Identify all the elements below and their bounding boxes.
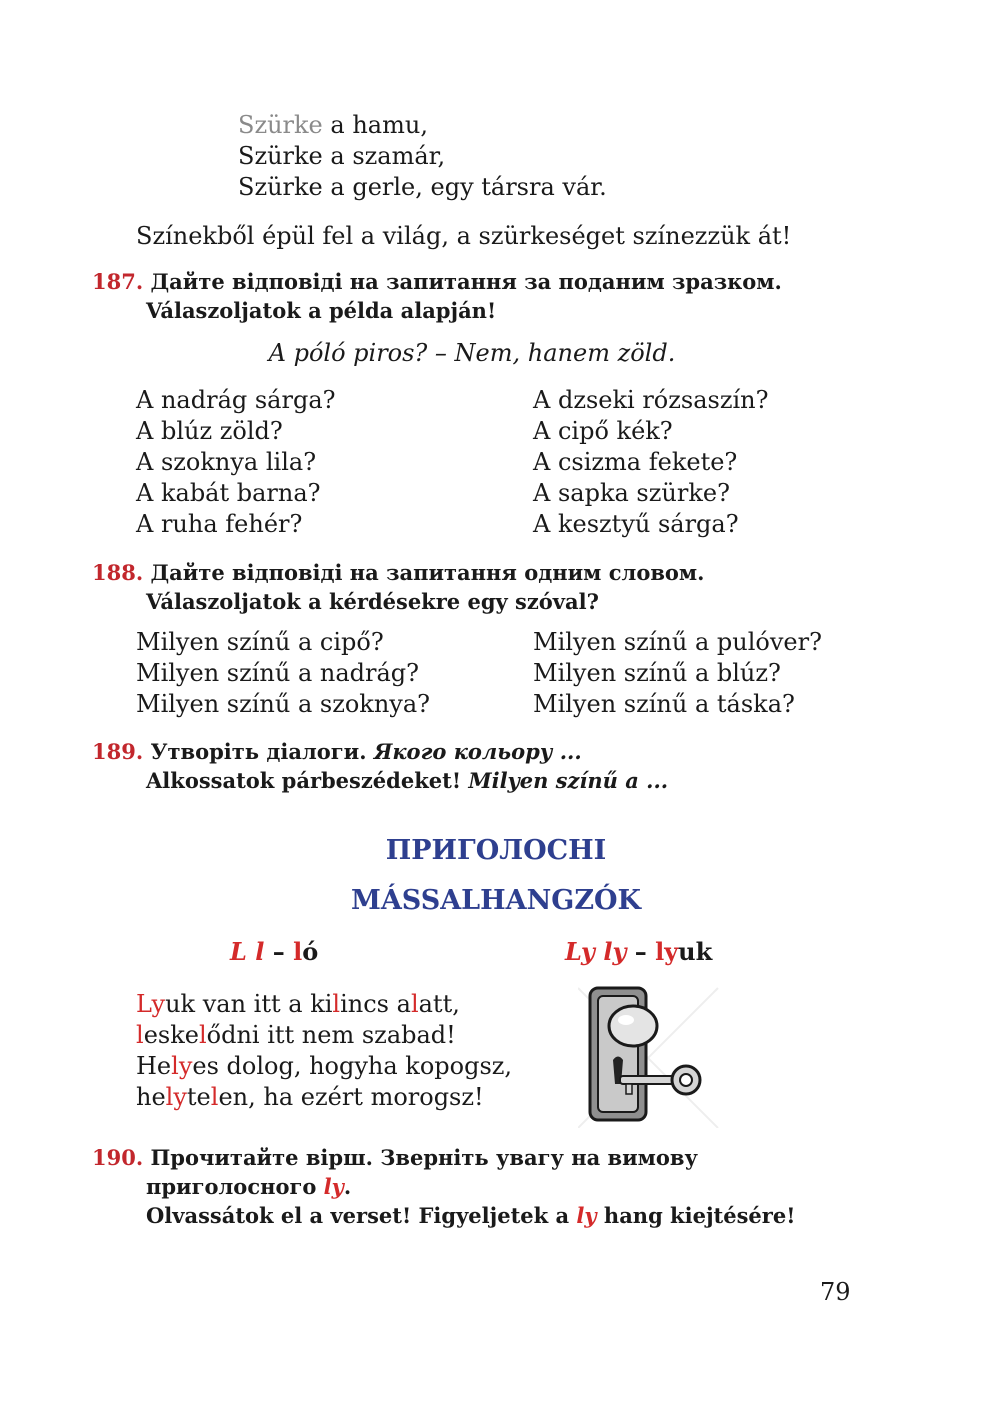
poem-text: he	[136, 1083, 166, 1111]
instruction-uk: Утворіть діалоги.	[150, 739, 367, 764]
highlight: l	[410, 990, 419, 1018]
highlight: l	[332, 990, 341, 1018]
poem-ly-line2	[136, 1020, 512, 1051]
exercise-190-heading	[92, 1143, 795, 1230]
exercise-187-heading	[92, 267, 782, 325]
punctuation: .	[343, 1174, 352, 1199]
poem-text: ődni itt nem szabad!	[206, 1021, 456, 1049]
list-item: Milyen színű a pulóver?	[533, 628, 822, 656]
highlight: ly	[171, 1052, 193, 1080]
poem-ly-line4	[136, 1082, 512, 1113]
poem-text: a hamu,	[322, 111, 428, 139]
instruction-hu-end: hang kiejtésére!	[603, 1203, 796, 1228]
highlight: ly	[655, 937, 679, 966]
exercise-number: 189.	[92, 739, 144, 764]
poem-text: te	[186, 1083, 211, 1111]
list-item: A kabát barna?	[136, 479, 321, 507]
exercise-187-right-list	[533, 385, 769, 540]
instruction-uk: Дайте відповіді на запитання одним словом.	[150, 560, 705, 585]
section-title-hu: MÁSSALHANGZÓK	[350, 885, 642, 916]
exercise-189-heading	[92, 737, 668, 795]
poem-text: es dolog, hogyha kopogsz,	[192, 1052, 513, 1080]
page-number: 79	[820, 1278, 851, 1306]
highlight: l	[198, 1021, 207, 1049]
poem-ly-line3	[136, 1051, 512, 1082]
example-sentence: A póló piros? – Nem, hanem zöld.	[268, 339, 676, 367]
dash: –	[626, 937, 656, 966]
exercise-number: 190.	[92, 1145, 144, 1170]
grey-word: Szürke	[238, 111, 323, 139]
poem-text: en, ha ezért morogsz!	[218, 1083, 484, 1111]
summary-sentence: Színekből épül fel a világ, a szürkeséget színezzük át!	[136, 222, 792, 250]
dash: –	[264, 937, 294, 966]
list-item: A csizma fekete?	[533, 448, 738, 476]
exercise-188-heading	[92, 558, 705, 616]
instruction-uk: приголосного	[146, 1174, 317, 1199]
word-rest: uk	[678, 937, 713, 966]
highlight: ly	[576, 1203, 597, 1228]
highlight: Ly	[136, 990, 166, 1018]
instruction-uk-italic: Якого кольору ...	[373, 739, 582, 764]
letter-l-heading	[230, 936, 318, 967]
highlight: ly	[165, 1083, 187, 1111]
list-item: Milyen színű a táska?	[533, 690, 795, 718]
exercise-number: 188.	[92, 560, 144, 585]
exercise-188-left-list	[136, 627, 430, 720]
instruction-hu-italic: Milyen színű a ...	[468, 768, 669, 793]
letter-pair: Ly ly	[565, 937, 627, 966]
list-item: A dzseki rózsaszín?	[533, 386, 769, 414]
highlight: l	[293, 937, 303, 966]
poem-top-line2: Szürke a szamár,	[238, 142, 446, 170]
poem-top-line1	[238, 110, 607, 141]
list-item: A sapka szürke?	[533, 479, 730, 507]
instruction-uk: Дайте відповіді на запитання за поданим зразком.	[150, 269, 782, 294]
list-item: Milyen színű a blúz?	[533, 659, 781, 687]
exercise-188-right-list	[533, 627, 822, 720]
letter-pair: L l	[230, 937, 265, 966]
list-item: Milyen színű a nadrág?	[136, 659, 420, 687]
highlight: ly	[323, 1174, 344, 1199]
door-lock-key-icon	[578, 978, 728, 1128]
poem-text: uk van itt a ki	[165, 990, 333, 1018]
poem-text: He	[136, 1052, 172, 1080]
poem-top-line3: Szürke a gerle, egy társra vár.	[238, 173, 607, 201]
instruction-uk: Прочитайте вірш. Зверніть увагу на вимову	[150, 1145, 698, 1170]
section-title-uk: ПРИГОЛОСНІ	[385, 835, 607, 866]
instruction-hu: Olvassátok el a verset! Figyeljetek a	[146, 1203, 570, 1228]
word-rest: ó	[302, 937, 319, 966]
poem-ly-line1	[136, 989, 512, 1020]
letter-ly-heading	[565, 936, 712, 967]
exercise-187-left-list	[136, 385, 336, 540]
poem-ly	[136, 989, 512, 1113]
instruction-hu: Alkossatok párbeszédeket!	[146, 768, 462, 793]
highlight: l	[210, 1083, 219, 1111]
list-item: A kesztyű sárga?	[533, 510, 739, 538]
list-item: A nadrág sárga?	[136, 386, 336, 414]
list-item: A blúz zöld?	[136, 417, 283, 445]
poem-text: eske	[143, 1021, 199, 1049]
list-item: A szoknya lila?	[136, 448, 317, 476]
instruction-hu: Válaszoljatok a példa alapján!	[146, 298, 497, 323]
list-item: A cipő kék?	[533, 417, 673, 445]
poem-text: incs a	[340, 990, 411, 1018]
poem-top	[238, 110, 607, 203]
instruction-hu: Válaszoljatok a kérdésekre egy szóval?	[146, 589, 599, 614]
highlight: l	[136, 1021, 144, 1049]
list-item: A ruha fehér?	[136, 510, 303, 538]
poem-text: att,	[418, 990, 460, 1018]
list-item: Milyen színű a cipő?	[136, 628, 384, 656]
list-item: Milyen színű a szoknya?	[136, 690, 431, 718]
exercise-number: 187.	[92, 269, 144, 294]
